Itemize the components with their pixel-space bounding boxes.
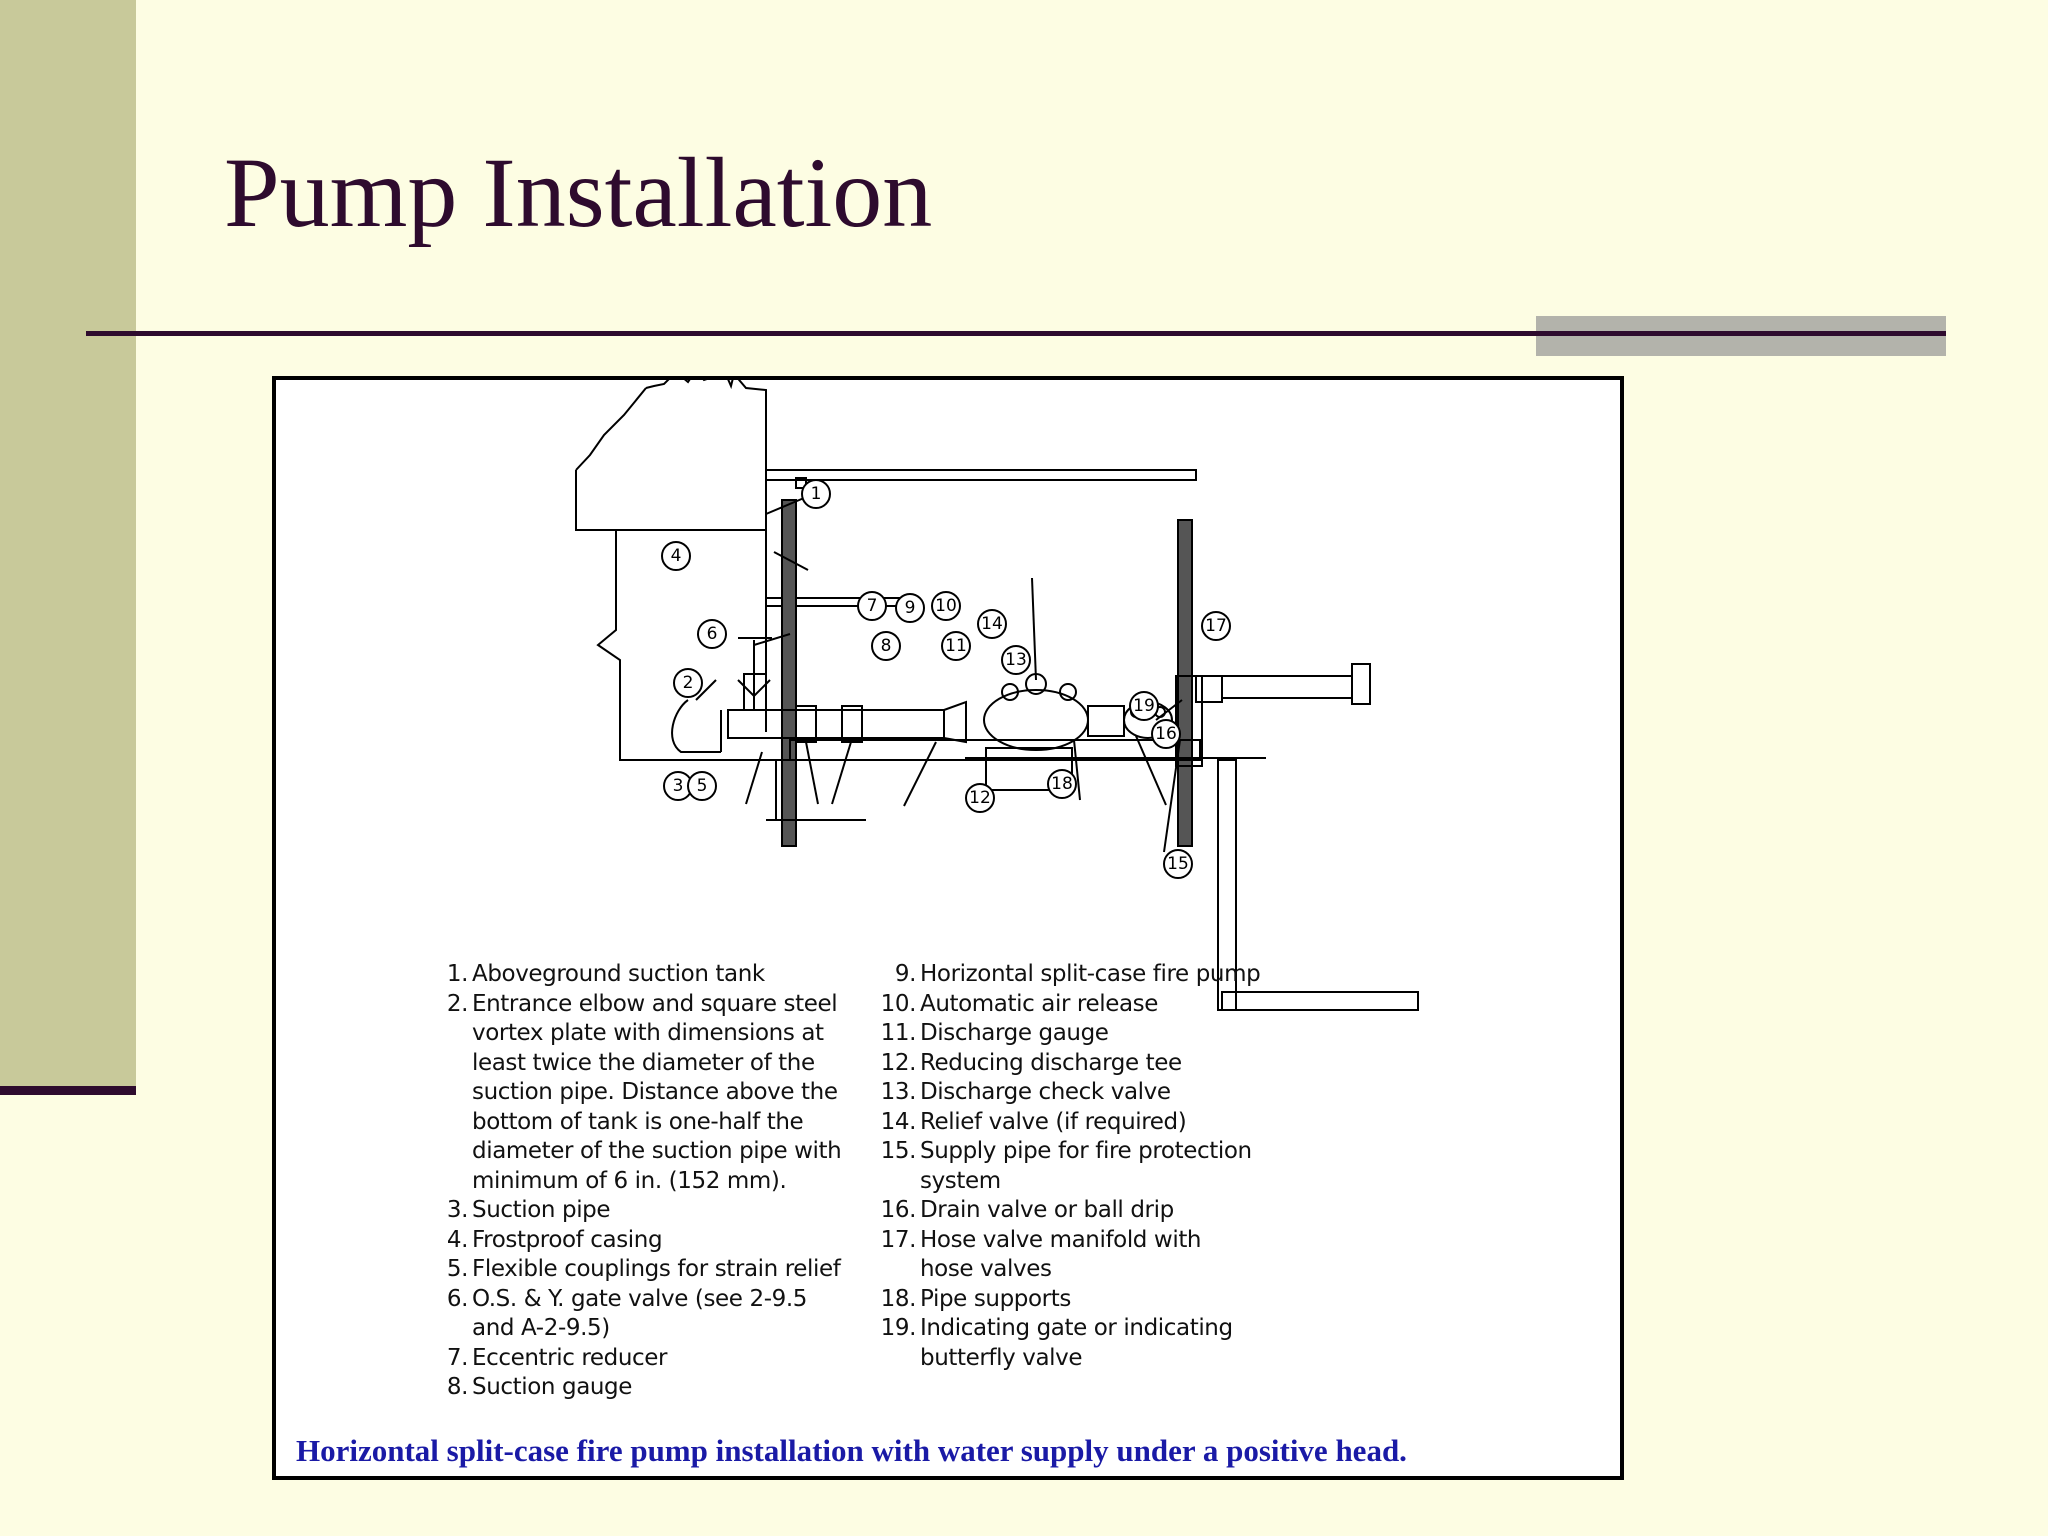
legend-right-column [876, 960, 1296, 1373]
svg-text:10: 10 [935, 596, 957, 616]
callout-11 [942, 632, 970, 660]
slide-sidebar [0, 0, 136, 1088]
legend-item-9: 9. Horizontal split-case fire pump [894, 961, 1261, 987]
svg-text:16: 16 [1155, 724, 1177, 744]
callout-5 [688, 772, 716, 800]
callout-19 [1130, 692, 1158, 720]
legend-item-16: 16. Drain valve or ball drip [880, 1197, 1174, 1223]
svg-text:7: 7 [866, 596, 878, 616]
pump-installation-figure [272, 376, 1624, 1480]
pump-house-wall-left [782, 500, 796, 846]
slide-title: Pump Installation [224, 137, 933, 248]
callout-7 [858, 592, 886, 620]
legend-item-1: 1. Aboveground suction tank [446, 961, 765, 987]
callout-6 [698, 620, 726, 648]
callout-9 [896, 594, 924, 622]
svg-text:2: 2 [682, 673, 694, 693]
legend-item-18: 18. Pipe supports [880, 1285, 1071, 1312]
svg-text:14: 14 [981, 614, 1003, 634]
callout-1 [802, 480, 830, 508]
svg-text:15: 15 [1167, 854, 1189, 874]
legend-item-3: 3. Suction pipe [446, 1197, 611, 1223]
figure-caption: Horizontal split-case fire pump installation with water supply under a positive head. [296, 1433, 1407, 1468]
hose-manifold-pipe [1222, 676, 1352, 698]
eccentric-reducer [944, 702, 966, 742]
legend-item-8: 8. Suction gauge [446, 1374, 633, 1400]
svg-text:18: 18 [1051, 774, 1073, 794]
callout-16 [1152, 720, 1180, 748]
svg-text:5: 5 [696, 776, 708, 796]
callout-13 [1002, 646, 1030, 674]
legend-item-19: 19. Indicating gate or indicating butterfly valve [880, 1315, 1233, 1371]
legend-item-11: 11. Discharge gauge [880, 1020, 1109, 1046]
legend-item-17: 17. Hose valve manifold with hose valves [880, 1226, 1202, 1282]
legend-item-5: 5. Flexible couplings for strain relief [446, 1256, 841, 1282]
tank-left-wall [576, 388, 646, 470]
svg-text:19: 19 [1133, 696, 1155, 716]
svg-text:3: 3 [672, 776, 684, 796]
legend-item-15: 15. Supply pipe for fire protection system [880, 1138, 1252, 1194]
callout-12 [966, 784, 994, 812]
svg-text:1: 1 [810, 484, 822, 504]
legend-item-14: 14. Relief valve (if required) [880, 1108, 1187, 1135]
legend-item-4: 4. Frostproof casing [446, 1226, 663, 1253]
callout-4 [662, 542, 690, 570]
svg-text:9: 9 [904, 598, 916, 618]
svg-text:13: 13 [1005, 650, 1027, 670]
callout-17 [1202, 612, 1230, 640]
sidebar-edge-accent [0, 1086, 136, 1095]
legend-item-7: 7. Eccentric reducer [446, 1344, 668, 1371]
gate-valve-19 [1196, 676, 1222, 702]
svg-text:12: 12 [969, 788, 991, 808]
flexible-coupling-1 [796, 706, 816, 742]
callout-14 [978, 610, 1006, 638]
legend-item-10: 10. Automatic air release [880, 990, 1158, 1017]
legend-item-6: 6. O.S. & Y. gate valve (see 2-9.5 and A-2-9.5) [446, 1285, 807, 1341]
legend-left-column [442, 960, 882, 1403]
callout-10 [932, 592, 960, 620]
pump-house-wall-right [1178, 520, 1192, 846]
svg-text:4: 4 [670, 546, 682, 566]
legend-item-12: 12. Reducing discharge tee [880, 1049, 1182, 1076]
flexible-coupling-2 [842, 706, 862, 742]
pump-house-roof [766, 470, 1196, 480]
svg-text:8: 8 [880, 636, 892, 656]
callout-labels [662, 480, 1230, 878]
reducing-discharge-tee [1088, 706, 1124, 736]
title-rule-accent-line [1536, 331, 1946, 336]
entrance-elbow [672, 700, 721, 752]
suction-pipe [728, 710, 944, 738]
svg-text:6: 6 [706, 624, 718, 644]
legend-item-13: 13. Discharge check valve [880, 1079, 1171, 1105]
legend-item-2: 2. Entrance elbow and square steel vortex plate with dimensions at least twice the diameter of the suction pipe. Distance above the bottom of tank is one-half the diameter of the suction pipe with minimum of 6 in. (152 mm). [446, 990, 842, 1194]
title-rule-accent [1536, 316, 1946, 356]
svg-text:11: 11 [945, 636, 967, 656]
svg-text:17: 17 [1205, 616, 1227, 636]
callout-8 [872, 632, 900, 660]
callout-15 [1164, 850, 1192, 878]
callout-2 [674, 669, 702, 697]
hose-valve [1352, 664, 1370, 704]
callout-18 [1048, 770, 1076, 798]
